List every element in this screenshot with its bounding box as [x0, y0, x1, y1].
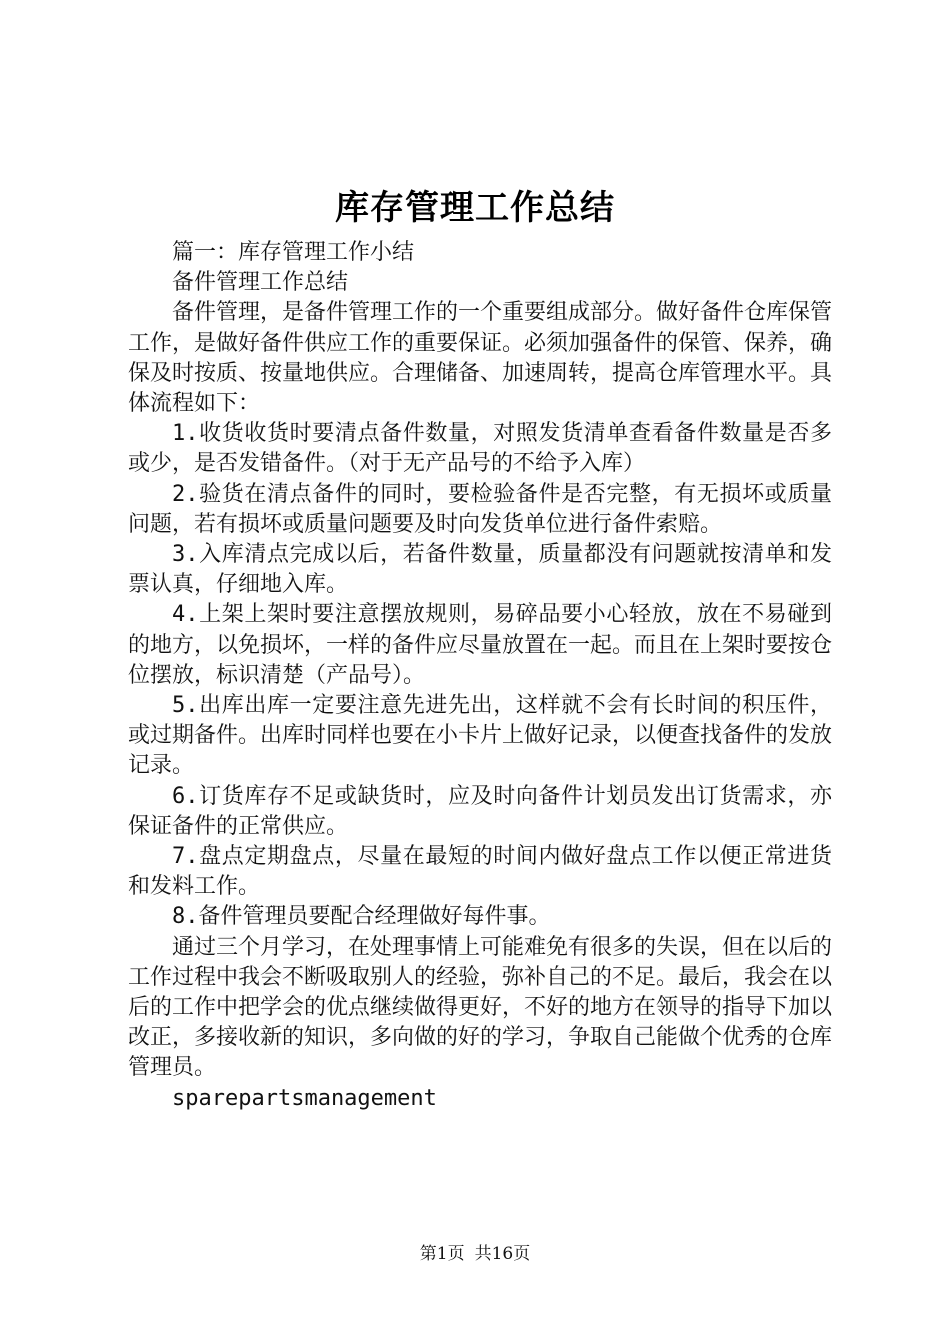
page-number: 第1页 [419, 1244, 465, 1264]
step-inventory-paragraph: 7.盘点定期盘点，尽量在最短的时间内做好盘点工作以便正常进货和发料工作。 [128, 844, 832, 900]
page-footer [0, 1242, 950, 1266]
conclusion-paragraph: 通过三个月学习，在处理事情上可能难免有很多的失误，但在以后的工作过程中我会不断吸取别人的经验，弥补自己的不足。最后，我会在以后的工作中把学会的优点继续做得更好，不好的地方在领导的指导下加以改正，多接收新的知识，多向做的好的学习，争取自己能做个优秀的仓库管理员。 [128, 934, 833, 1081]
subsection-heading: 备件管理工作总结 [172, 270, 349, 296]
intro-paragraph: 备件管理，是备件管理工作的一个重要组成部分。做好备件仓库保管工作，是做好备件供应工作的重要保证。必须加强备件的保管、保养，确保及时按质、按量地供应。合理储备、加速周转，提高仓库管理水平。具体流程如下： [128, 300, 833, 417]
section-heading: 篇一：库存管理工作小结 [172, 240, 415, 265]
step-receiving-paragraph: 1.收货收货时要清点备件数量，对照发货清单查看备件数量是否多或少，是否发错备件。（对于无产品号的不给予入库） [128, 421, 832, 477]
document-title: 库存管理工作总结 [335, 188, 615, 228]
step-storage-paragraph: 3.入库清点完成以后，若备件数量，质量都没有问题就按清单和发票认真，仔细地入库。 [128, 542, 832, 598]
english-keyword-line: sparepartsmanagement [172, 1085, 437, 1111]
step-shelving-paragraph: 4.上架上架时要注意摆放规则，易碎品要小心轻放，放在不易碰到的地方，以免损坏，一样的备件应尽量放置在一起。而且在上架时要按仓位摆放，标识清楚（产品号）。 [128, 602, 833, 688]
step-outbound-paragraph: 5.出库出库一定要注意先进先出，这样就不会有长时间的积压件，或过期备件。出库时同样也要在小卡片上做好记录，以便查找备件的发放记录。 [128, 693, 833, 779]
step-cooperation-paragraph: 8.备件管理员要配合经理做好每件事。 [172, 904, 551, 930]
document-body [128, 238, 832, 1114]
step-ordering-paragraph: 6.订货库存不足或缺货时，应及时向备件计划员发出订货需求，亦保证备件的正常供应。 [128, 783, 832, 839]
step-inspection-paragraph: 2.验货在清点备件的同时，要检验备件是否完整，有无损坏或质量问题，若有损坏或质量问题要及时向发货单位进行备件索赔。 [128, 481, 832, 537]
page-total: 共16页 [474, 1244, 531, 1264]
